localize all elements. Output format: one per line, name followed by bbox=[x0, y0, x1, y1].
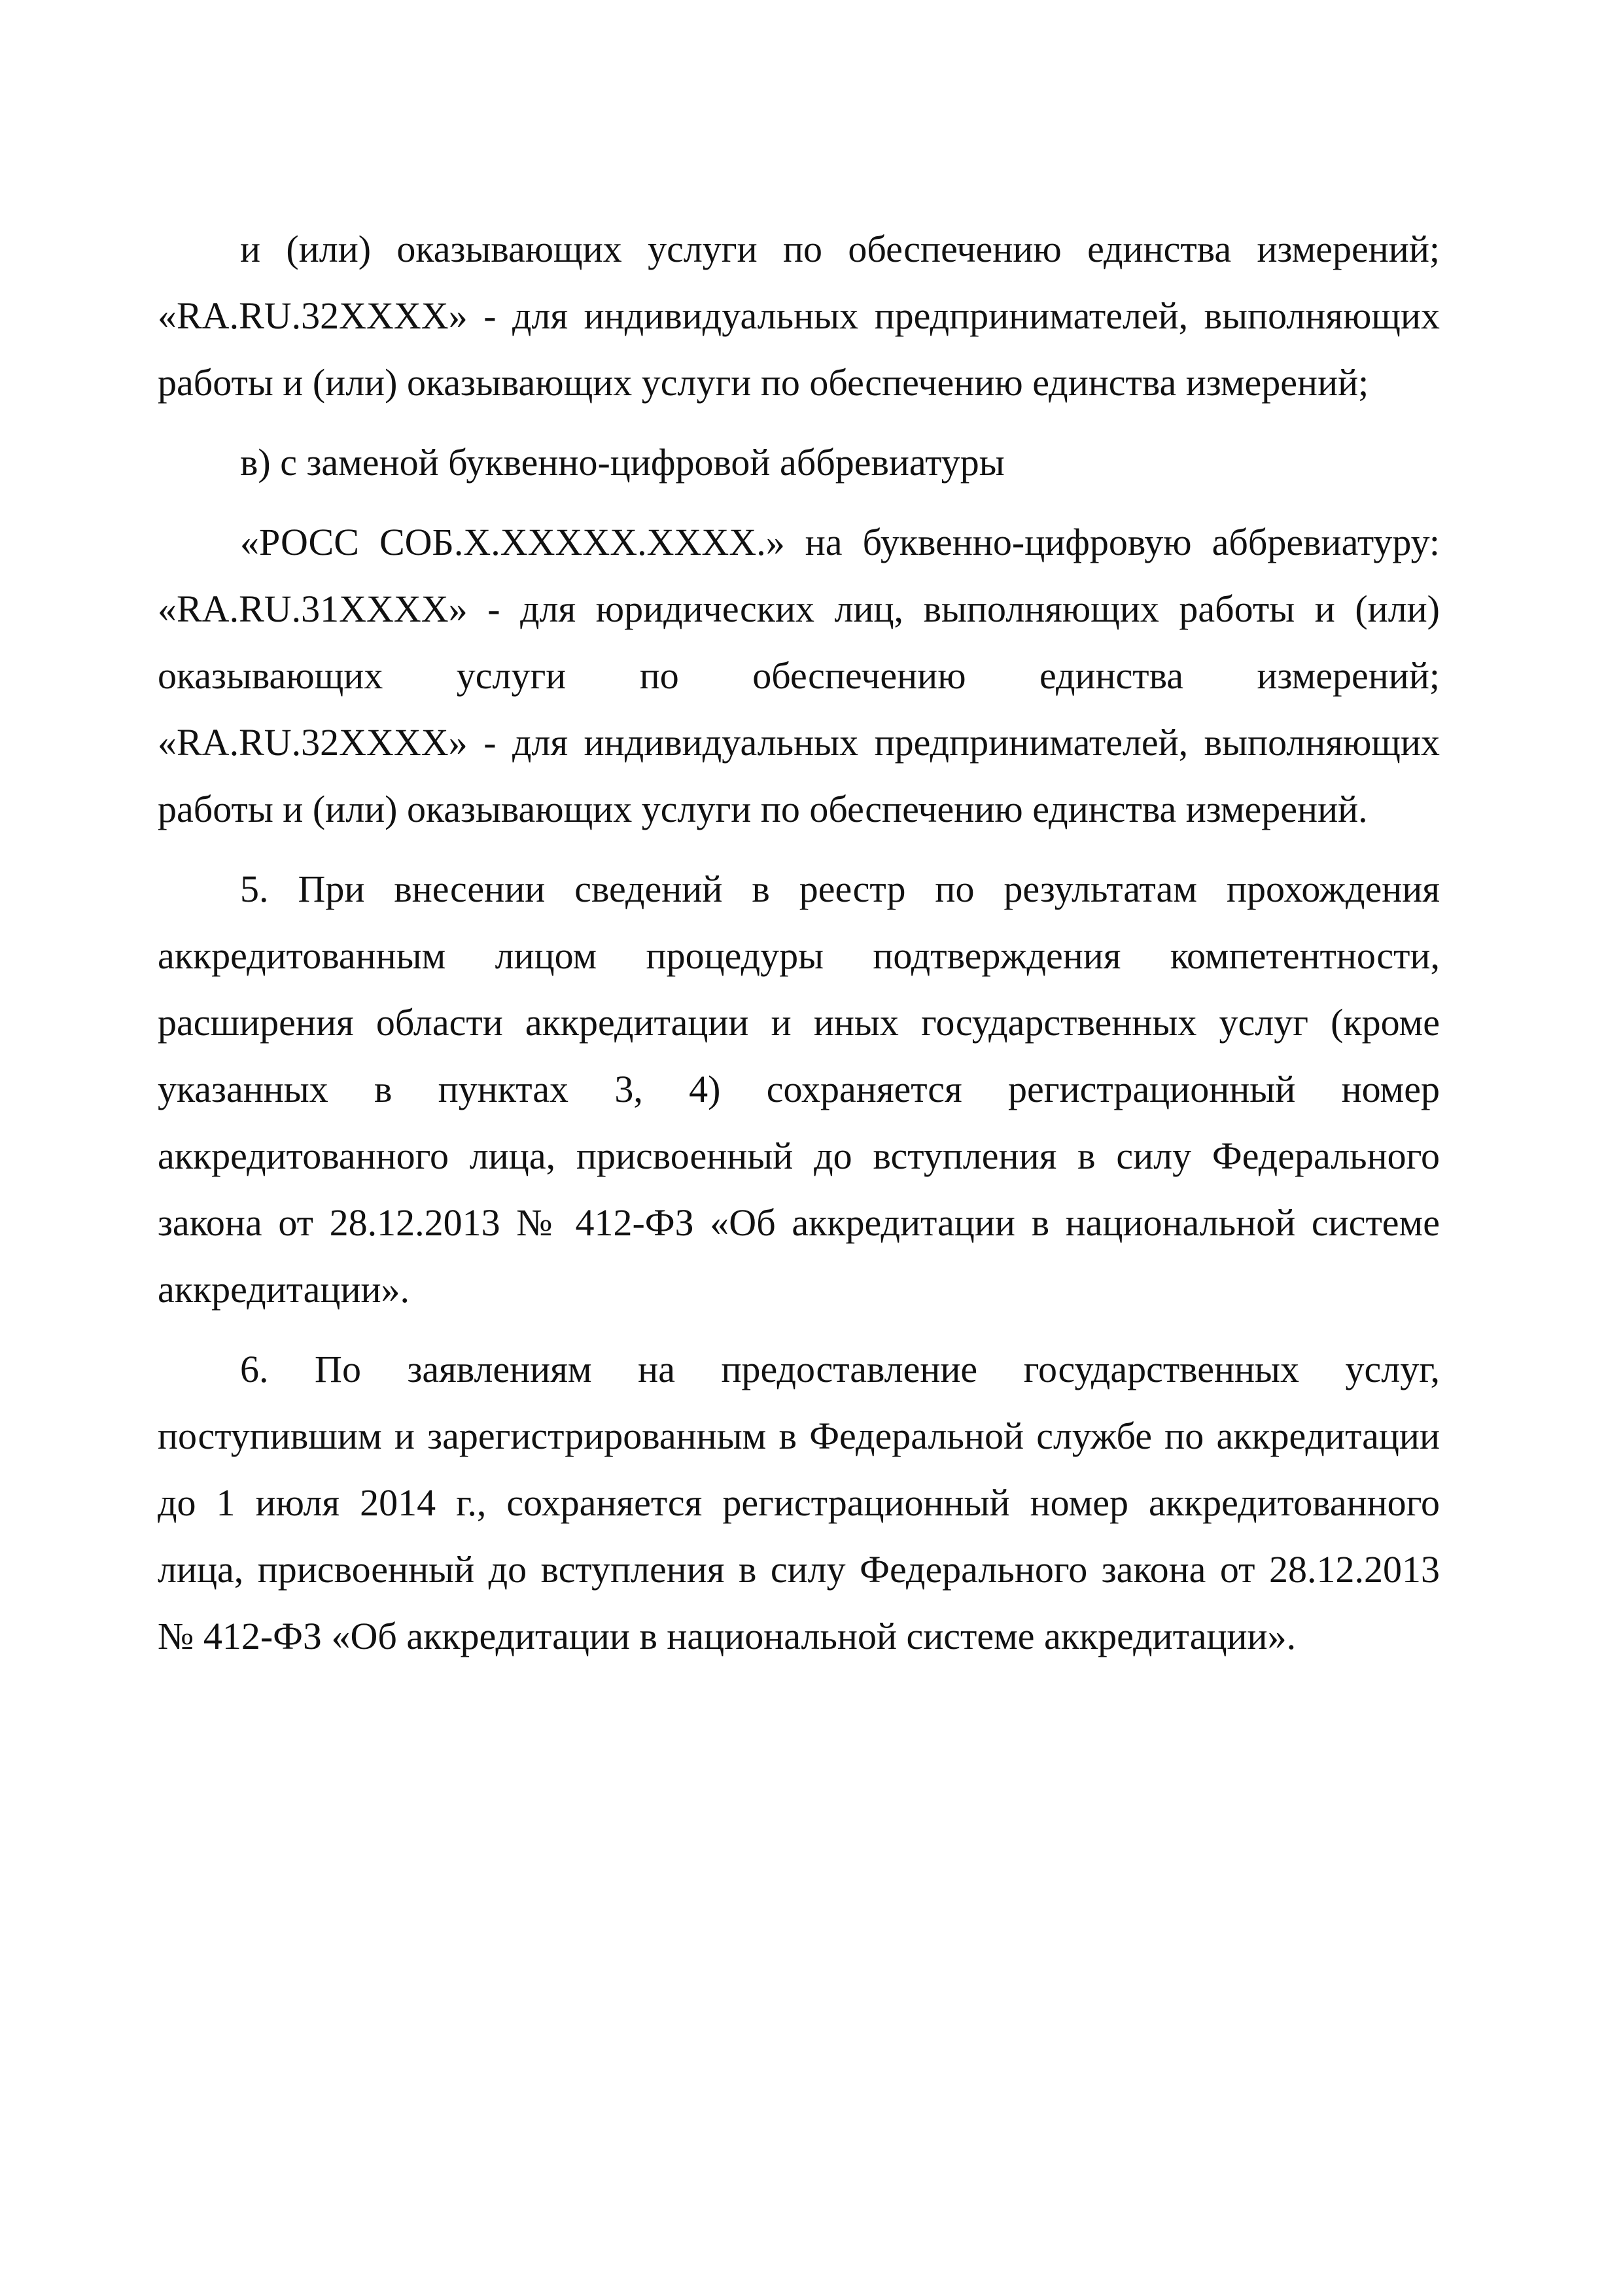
text-line: и (или) оказывающих услуги по обеспечению единства измерений; bbox=[240, 228, 1440, 270]
text-line: «RA.RU.32XXXX» - для индивидуальных предпринимателей, выполняющих bbox=[158, 721, 1440, 764]
paragraph-item-6 bbox=[158, 1336, 1440, 1670]
text-line: указанных в пунктах 3, 4) сохраняется регистрационный номер bbox=[158, 1068, 1440, 1110]
paragraph-item-v-body bbox=[158, 509, 1440, 843]
text-line: в) с заменой буквенно-цифровой аббревиатуры bbox=[240, 441, 1005, 484]
text-line: 6. По заявлениям на предоставление государственных услуг, bbox=[240, 1348, 1440, 1390]
text-line: 5. При внесении сведений в реестр по результатам прохождения bbox=[240, 868, 1440, 910]
text-line: аккредитованным лицом процедуры подтверждения компетентности, bbox=[158, 934, 1440, 977]
text-line: закона от 28.12.2013 № 412-ФЗ «Об аккредитации в национальной системе bbox=[158, 1201, 1440, 1244]
text-line: до 1 июля 2014 г., сохраняется регистрационный номер аккредитованного bbox=[158, 1481, 1440, 1524]
text-line: расширения области аккредитации и иных государственных услуг (кроме bbox=[158, 1001, 1440, 1044]
text-line: «RA.RU.31XXXX» - для юридических лиц, выполняющих работы и (или) bbox=[158, 588, 1440, 630]
text-line: аккредитованного лица, присвоенный до вступления в силу Федерального bbox=[158, 1135, 1440, 1177]
text-line: «РОСС СОБ.Х.XXXXX.XXXX.» на буквенно-цифровую аббревиатуру: bbox=[240, 521, 1440, 563]
text-line: оказывающих услуги по обеспечению единства измерений; bbox=[158, 654, 1440, 697]
paragraph-item-v bbox=[158, 429, 1440, 496]
document-body bbox=[158, 216, 1440, 1670]
text-line: работы и (или) оказывающих услуги по обеспечению единства измерений. bbox=[158, 788, 1368, 830]
text-line: работы и (или) оказывающих услуги по обеспечению единства измерений; bbox=[158, 361, 1369, 404]
text-line: № 412-ФЗ «Об аккредитации в национальной системе аккредитации». bbox=[158, 1615, 1297, 1657]
text-line: аккредитации». bbox=[158, 1268, 410, 1311]
text-line: поступившим и зарегистрированным в Федеральной службе по аккредитации bbox=[158, 1415, 1440, 1457]
text-line: лица, присвоенный до вступления в силу Федерального закона от 28.12.2013 bbox=[158, 1548, 1440, 1591]
paragraph-continuation bbox=[158, 216, 1440, 416]
paragraph-item-5 bbox=[158, 856, 1440, 1323]
text-line: «RA.RU.32XXXX» - для индивидуальных предпринимателей, выполняющих bbox=[158, 294, 1440, 337]
